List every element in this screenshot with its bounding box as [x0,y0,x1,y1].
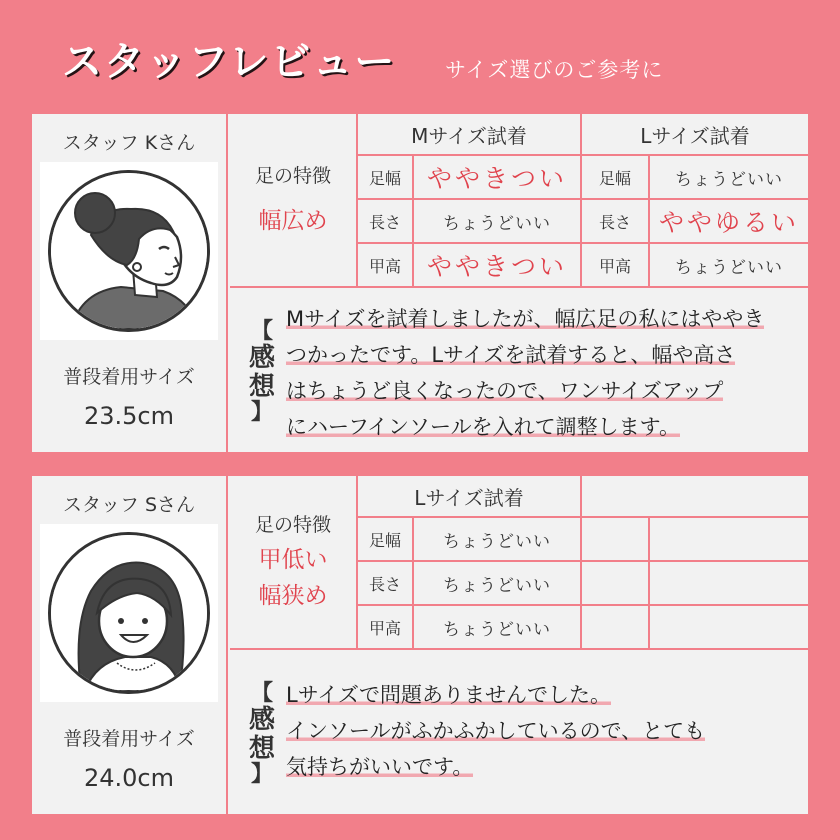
attr-label: 長さ [368,212,401,232]
value-cell [414,606,582,650]
foot-feature-value: 幅広め [258,207,328,234]
empty-cell [582,606,650,650]
fit-value: ちょうどいい [675,257,783,278]
attr-cell [358,606,414,650]
avatar [48,170,210,332]
review-card-staff-k [30,112,810,454]
foot-feature-value: 幅狭め [258,582,328,609]
impression-label [244,682,280,788]
attr-label: 長さ [598,212,631,232]
attr-label: 足幅 [368,530,401,550]
foot-feature-label: 足の特徴 [254,513,331,536]
value-cell [414,156,582,200]
bracket-open: 【 [250,681,273,706]
foot-feature-label: 足の特徴 [254,164,331,187]
column-header-label: Lサイズ試着 [414,485,524,510]
comment-line: Lサイズで問題ありませんでした。 [286,683,612,707]
attr-cell [582,200,650,244]
attr-label: 長さ [368,574,401,594]
fit-value: ちょうどいい [443,619,551,640]
impression-label [244,320,280,426]
header [0,0,840,112]
empty-cell [650,518,808,562]
impression-char: 想 [248,733,275,764]
value-cell [414,244,582,288]
bracket-close: 】 [250,400,273,426]
attr-cell [358,200,414,244]
page-title: スタッフレビュー [62,39,397,85]
empty-cell [582,562,650,606]
foot-feature-value: 甲低い [258,546,328,573]
column-header-m [358,114,582,156]
fit-table [230,114,808,288]
staff-profile [32,114,228,452]
comment-section [230,288,808,452]
fit-value: ややゆるい [658,208,799,237]
empty-cell [582,476,808,518]
woman-bun-hair-icon [51,173,207,329]
avatar-frame [40,524,218,702]
empty-cell [650,562,808,606]
impression-char: 感 [248,343,275,374]
attr-label: 甲高 [598,256,631,276]
attr-cell [358,244,414,288]
empty-cell [650,606,808,650]
fit-value: ちょうどいい [675,169,783,190]
comment-line: インソールがふかふかしているので、とても [286,719,706,743]
impression-char: 想 [248,371,275,402]
attr-cell [358,562,414,606]
fit-value: ちょうどいい [443,575,551,596]
fit-table [230,476,808,650]
attr-label: 甲高 [368,618,401,638]
avatar [48,532,210,694]
foot-feature-cell [230,114,358,288]
value-cell [414,518,582,562]
bracket-close: 】 [250,762,273,788]
value-cell [650,200,808,244]
column-header-label: Lサイズ試着 [640,123,750,148]
comment-section [230,650,808,814]
attr-cell [358,518,414,562]
bracket-open: 【 [250,319,273,344]
impression-char: 感 [248,705,275,736]
usual-size-label: 普段着用サイズ [63,366,195,388]
column-header-l [582,114,808,156]
attr-label: 足幅 [598,168,631,188]
staff-profile [32,476,228,814]
usual-size-value: 24.0cm [83,764,174,792]
attr-cell [358,156,414,200]
page-subtitle: サイズ選びのご参考に [445,58,664,82]
review-card-staff-s [30,474,810,816]
value-cell [414,200,582,244]
staff-name: スタッフ Sさん [62,494,196,516]
comment-line: はちょうど良くなったので、ワンサイズアップ [286,379,724,403]
value-cell [650,156,808,200]
usual-size-value: 23.5cm [83,402,174,430]
comment-text [286,678,705,786]
comment-line: Mサイズを試着しましたが、幅広足の私にはややき [286,307,765,331]
foot-feature-cell [230,476,358,650]
fit-value: ちょうどいい [443,213,551,234]
staff-name: スタッフ Kさん [62,132,196,154]
column-header-l [358,476,582,518]
value-cell [650,244,808,288]
avatar-frame [40,162,218,340]
comment-line: つかったです。Lサイズを試着すると、幅や高さ [286,343,736,367]
comment-text [286,302,764,446]
comment-line: にハーフインソールを入れて調整します。 [286,415,680,439]
attr-label: 甲高 [368,256,401,276]
usual-size-label: 普段着用サイズ [63,728,195,750]
value-cell [414,562,582,606]
fit-value: ちょうどいい [443,531,551,552]
comment-line: 気持ちがいいです。 [286,755,474,779]
attr-cell [582,156,650,200]
attr-cell [582,244,650,288]
empty-cell [582,518,650,562]
fit-value: ややきつい [426,252,567,281]
attr-label: 足幅 [368,168,401,188]
column-header-label: Mサイズ試着 [411,123,527,148]
woman-long-hair-icon [51,535,207,691]
fit-value: ややきつい [426,164,567,193]
